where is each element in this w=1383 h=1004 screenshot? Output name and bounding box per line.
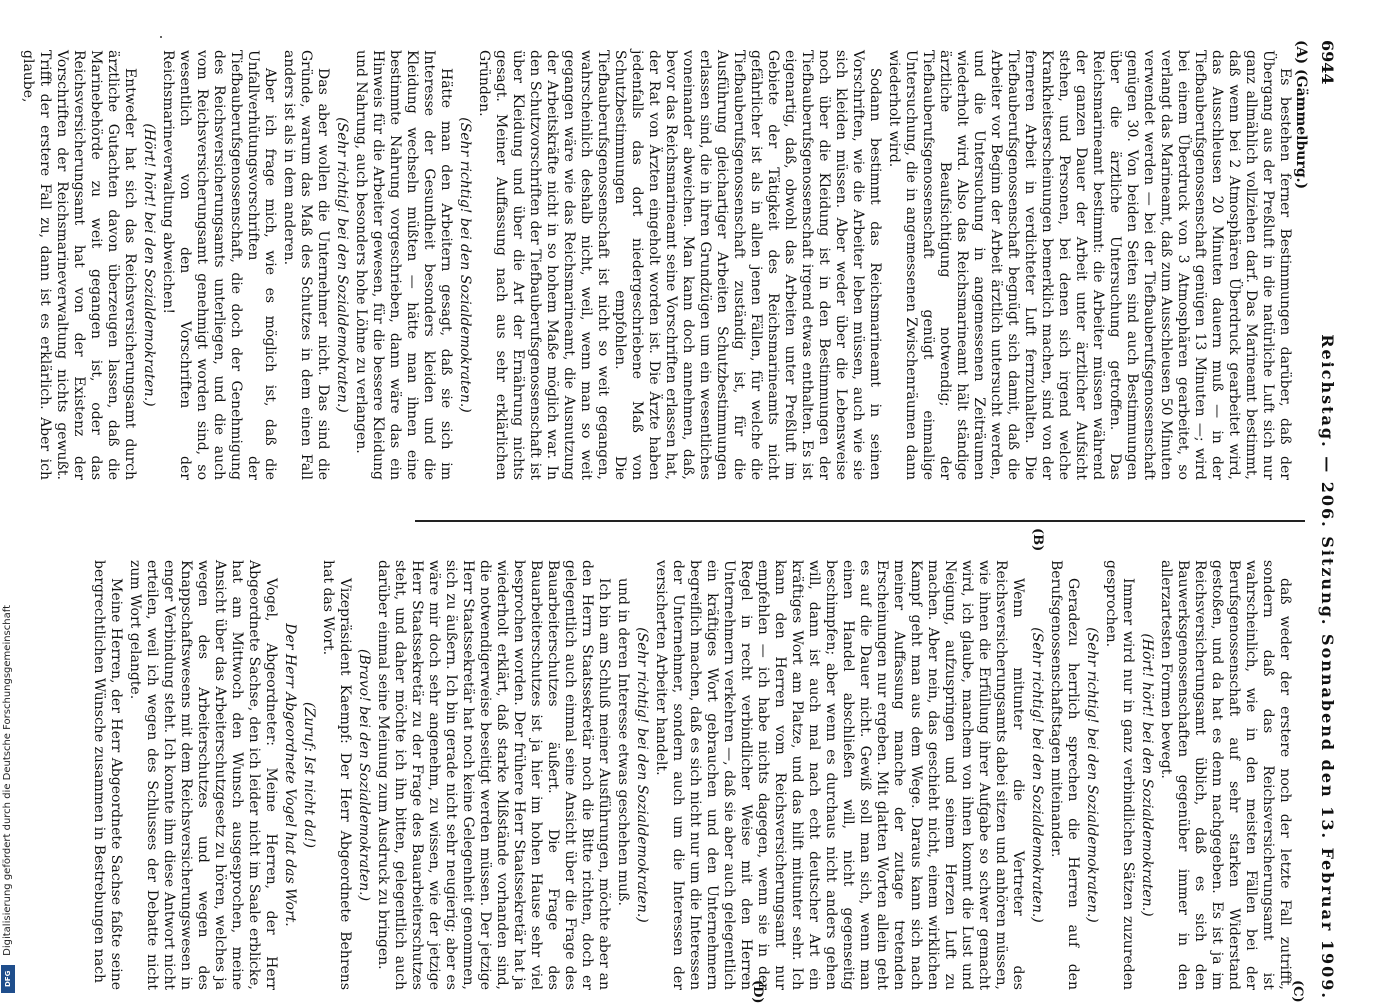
left-paragraph: Aber ich frage mich, wie es möglich ist, daß die Unfallverhütungsvorschriften der Tiefbauberufsgenossenschaft, die doch der Genehmigung des Reichsversicherungsamts unterliegen, und die auch vom Reichsversicherungsamt genehmigt worden sind, so wesentlich von den Vorschriften der Reichsmarineverwaltung abweichen! — [160, 50, 278, 480]
interjection: (Sehr richtig! bei den Sozialdemokraten.) — [457, 117, 473, 413]
interjection: (Hört! hört! bei den Sozialdemokraten.) — [141, 123, 157, 407]
interjection: (Sehr richtig! bei den Sozialdemokraten.) — [1029, 627, 1045, 923]
column-divider — [415, 520, 1305, 522]
interjection: (Sehr richtig! bei den Sozialdemokraten.) — [1084, 627, 1100, 923]
scan-speck — [160, 36, 162, 38]
right-paragraph: Wenn mitunter die Vertreter des Reichsversicherungsamts dabei sitzen und anhören müssen, wie ihnen die Erfüllung ihrer Aufgabe so schwer gemacht wird, ich glaube, manchem von ihnen kommt die Lust und Neigung, aufzuspringen und seinem Herzen Luft zu machen. Aber nein, das geschieht nicht, einem wirklichen Kampf geht man aus dem Wege. Daraus kann sich nach meiner Auffassung manche der zutage tretenden Erscheinungen nur ergeben. Mit glatten Worten allein geht es auf die Dauer nicht. Gewiß soll man sich, wenn man einen Handel abschließen will, nicht gegenseitig beschimpfen; aber wenn es durchaus nicht anders gehen will, dann ist auch mal nach echt deutscher Art ein kräftiges Wort am Platze, und das hilft mitunter sehr. Ich kann den Herren vom Reichsversicherungsamt nur empfehlen — ich habe nichts dagegen, wenn sie in der Regel in recht verbindlicher Weise mit den Herren Unternehmern verkehren —, daß sie aber auch gelegentlich ein kräftiges Wort gebrauchen und den Unternehmern begreiflich machen, daß es sich nicht nur um die Interessen der Unternehmer, sondern auch um die Interessen der versicherten Arbeiter handelt. — [653, 560, 1026, 990]
left-paragraph: Entweder hat sich das Reichsversicherungsamt durch ärztliche Gutachten davon überzeugen lassen, daß die Marinebehörde zu weit gegangen ist, oder das Reichsversicherungsamt hat von der Existenz der Vorschriften der Reichsmarineverwaltung nichts gewußt. Trifft der erstere Fall zu, dann ist es erklärlich. Aber ich glaube, — [20, 50, 138, 480]
digitization-credit: Digitalisierung gefördert durch die Deutsche Forschungsgemeinschaft — [2, 605, 13, 956]
right-paragraph: daß weder der erstere noch der letzte Fall zutrifft, sondern daß das Reichsversicherungsamt ist wahrscheinlich, wie in den meisten Fällen bei der Berufsgenossenschaft auf sehr starken Widerstand gestoßen, und da hat es denn nachgegeben. Es ist ja im Reichsversicherungsamt üblich, daß es sich den Bauwerksgenossenschaften gegenüber immer in den allerzartesten Formen bewegt. — [1158, 560, 1293, 990]
left-paragraph: Hätte man den Arbeitern gesagt, daß sie sich im Interesse der Gesundheit besonders kleiden und die Kleidung wechseln müßten — hätte man ihnen eine bestimmte Nahrung vorgeschrieben, dann wäre das ein Hinweis für die Arbeiter gewesen, für die bessere Kleidung und Nahrung, auch besonders hohe Löhne zu verlangen. — [353, 50, 454, 480]
right-paragraph: Geradezu herrlich sprechen die Herren auf den Berufsgenossenschaftstagen miteinander. — [1048, 560, 1081, 990]
interjection: (Zuruf: Ist nicht da!) — [301, 702, 317, 848]
page-title: Reichstag. — 206. Sitzung. Sonnabend den 13. Februar 1909. — [1318, 334, 1338, 1000]
interjection: (Sehr richtig! bei den Sozialdemokraten.) — [634, 627, 650, 923]
left-paragraph: Das aber wollen die Unternehmer nicht. Das sind die Gründe, warum das Maß des Schutzes in dem einen Fall anders ist als in dem anderen. — [281, 50, 331, 480]
page-header — [1311, 40, 1345, 1000]
left-column — [20, 50, 1293, 480]
interjection: (Bravo! bei den Sozialdemokraten.) — [356, 648, 372, 902]
speaker-paragraph: Vogel, Abgeordneter: Meine Herren, der Herr Abgeordnete Sachse, den ich leider nicht im Saale erblicke, hat am Mittwoch den Wunsch ausgesprochen, meine Ansicht über das Arbeiterschutzgesetz zu hören, welches ja wegen des Arbeiterschutzes und wegen des Knappschaftswesens mit dem Reichsversicherungswesen in enger Verbindung steht. Ich konnte ihm diese Antwort nicht erteilen, weil ich wegen des Schlusses der Debatte nicht zum Wort gelangte. — [127, 560, 279, 990]
marker-b: (B) — [1030, 528, 1045, 552]
interjection: (Hört! hört! bei den Sozialdemokraten.) — [1139, 633, 1155, 917]
speaker-call: Der Herr Abgeordnete Vogel hat das Wort. — [282, 623, 298, 927]
page-number: 6944 — [1318, 40, 1338, 85]
speaker-continued — [1293, 40, 1309, 189]
right-paragraph: Ich bin am Schluß meiner Ausführungen, möchte aber an den Herrn Staatssekretär noch die Bitte richten, doch er gelegentlich auch einmal seine Ansicht über die Frage des Bauarbeiterschutzes äußert. Die Frage des Bauarbeiterschutzes ist ja hier im hohen Hause sehr viel besprochen worden. Der frühere Herr Staatssekretär hat ja wiederholt erklärt, daß starke Mißstände vorhanden sind, die notwendigerweise beseitigt werden müssen. Der jetzige Herr Staatssekretär hat noch keine Gelegenheit genommen, sich zu äußern. Ich bin gerade nicht sehr neugierig; aber es wäre mir doch sehr angenehm, zu wissen, wie der jetzige Herr Staatssekretär zu der Frage des Bauarbeiterschutzes steht, und daher möchte ich ihn bitten, gelegentlich auch darüber einmal seine Meinung zum Ausdruck zu bringen. — [375, 560, 612, 990]
left-paragraph: Es bestehen ferner Bestimmungen darüber, daß der Übergang aus der Preßluft in die natürliche Luft sich nur ganz allmählich vollziehen darf. Das Marineamt bestimmt, daß wenn bei 2 Atmosphären Überdruck gearbeitet wird, das Ausschleusen 20 Minuten dauern muß — in der Tiefbauberufsgenossenschaft genügen 13 Minuten —; wird bei einem Überdruck von 3 Atmosphären gearbeitet, so verlangt das Marineamt, daß zum Ausschleusen 50 Minuten verwendet werden — bei der Tiefbauberufsgenossenschaft genügen 30. Von beiden Seiten sind auch Bestimmungen über die ärztliche Untersuchung getroffen. Das Reichsmarineamt bestimmt: die Arbeiter müssen während der ganzen Dauer der Arbeit unter ärztlicher Aufsicht stehen, und Personen, bei denen sich irgend welche Krankheitserscheinungen bemerklich machen, sind von der ferneren Arbeit in verdichteter Luft fernzuhalten. Die Tiefbauberufsgenossenschaft begnügt sich damit, daß die Arbeiter vor Beginn der Arbeit ärztlich untersucht werden, und die Untersuchung in angemessenen Zeiträumen wiederholt wird. Also das Reichsmarineamt hält ständige ärztliche Beaufsichtigung notwendig; der Tiefbauberufsgenossenschaft genügt einmalige Untersuchung, die in angemessenen Zwischenräumen dann wiederholt wird. — [886, 50, 1293, 480]
right-column — [91, 560, 1293, 990]
marker-c: (C) — [1290, 980, 1305, 1003]
rotated-page — [20, 40, 1345, 1004]
right-paragraph: und in deren Interesse etwas geschehen muß. — [615, 578, 631, 906]
interjection: (Sehr richtig! bei den Sozialdemokraten.) — [334, 117, 350, 413]
speaker-name: (Gämmelburg.) — [1293, 69, 1309, 190]
right-paragraph: Immer wird nur in ganz verbindlichen Sätzen zuzureden gesprochen. — [1103, 560, 1136, 990]
right-paragraph: Meine Herren, der Herr Abgeordnete Sachse faßte seine bergrechtlichen Wünsche zusammen in Bestrebungen nach — [91, 560, 124, 990]
dfg-logo: DFG — [1, 965, 15, 993]
marker-d: (D) — [750, 980, 765, 1004]
speaker-paragraph: Vizepräsident Kaempf: Der Herr Abgeordnete Behrens hat das Wort. — [320, 560, 353, 990]
marker-a: (A) — [1293, 40, 1309, 65]
left-paragraph: Sodann bestimmt das Reichsmarineamt in seinen Vorschriften, wie die Arbeiter leben müssen, auch wie sie sich kleiden müssen. Aber weder über die Lebensweise noch über die Kleidung ist in den Bestimmungen der Tiefbauberufsgenossenschaft irgend etwas enthalten. Es ist eigenartig, daß, obwohl das Arbeiten unter Preßluft im Gebiete der Tätigkeit des Reichsmarineamts nicht gefährlicher ist als in allen jenen Fällen, für welche die Tiefbauberufsgenossenschaft zuständig ist, für die Ausführung gleichartiger Arbeiten Schutzbestimmungen erlassen sind, die in ihren Grundzügen um ein wesentliches voneinander abweichen. Man kann doch annehmen, daß, bevor das Reichsmarineamt seine Vorschriften erlassen hat, der Rat von Ärzten eingeholt worden ist. Die Ärzte haben jedenfalls das dort niedergeschriebene Maß von Schutzbestimmungen empfohlen. Die Tiefbauberufsgenossenschaft ist nicht so weit gegangen, wahrscheinlich deshalb nicht, weil, wenn man so weit gegangen wäre wie das Reichsmarineamt, die Ausnutzung der Arbeitskräfte nicht in so hohem Maße möglich war. In den Schutzvorschriften der Tiefbauberufsgenossenschaft ist über Kleidung und über die Art der Ernährung nichts gesagt. Meiner Auffassung nach aus sehr erklärlichen Gründen. — [476, 50, 883, 480]
